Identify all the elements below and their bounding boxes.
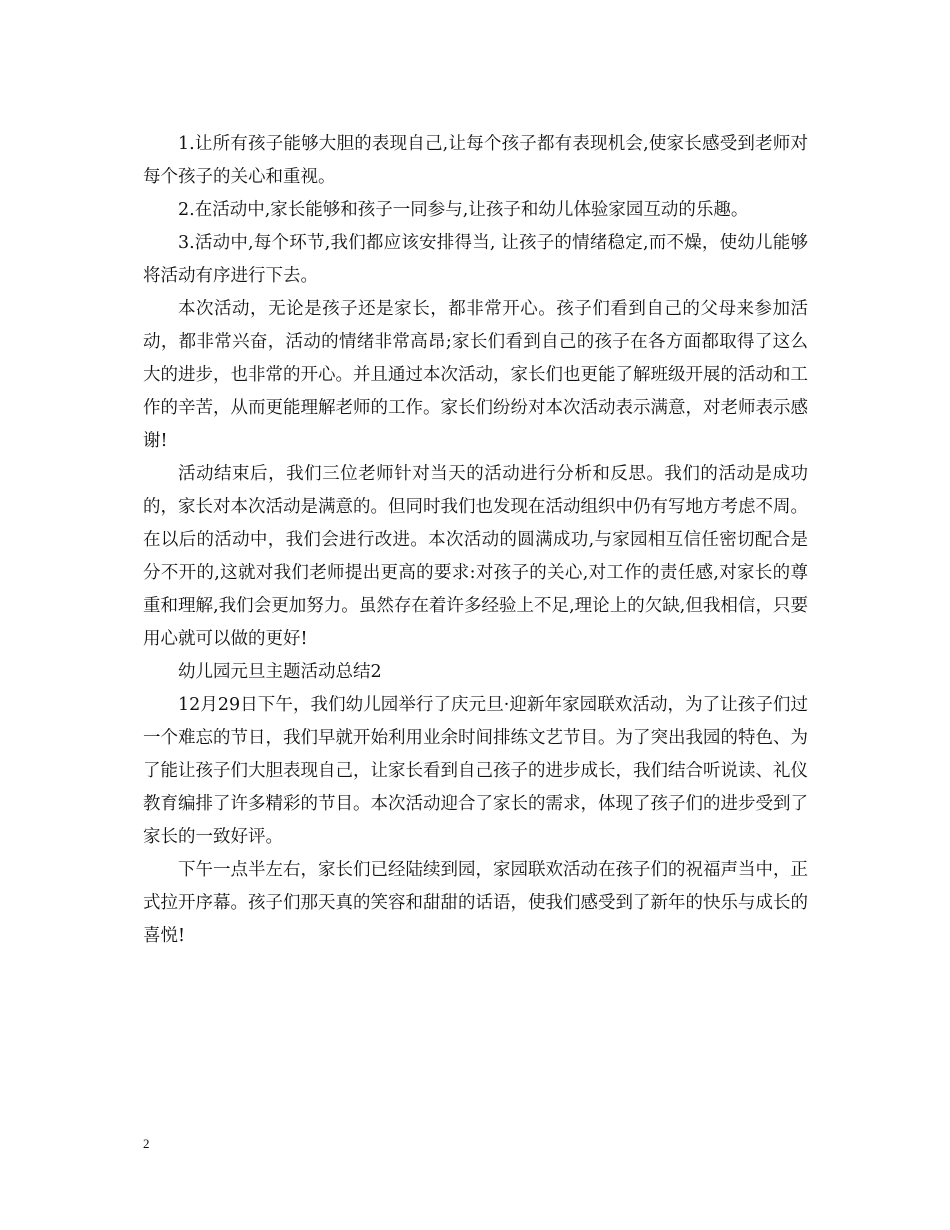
- paragraph-activity-feedback: 本次活动，无论是孩子还是家长，都非常开心。孩子们看到自己的父母来参加活动，都非常兴奋，活动的情绪非常高昂;家长们看到自己的孩子在各方面都取得了这么大的进步，也非常的开心。并且通过本次活动，家长们也更能了解班级开展的活动和工作的辛苦，从而更能理解老师的工作。家长们纷纷对本次活动表示满意，对老师表示感谢!: [143, 299, 808, 451]
- paragraph-goal-3: 3.活动中,每个环节,我们都应该安排得当, 让孩子的情绪稳定,而不燥，使幼儿能够将活动有序进行下去。: [143, 233, 808, 286]
- paragraph-event-opening: 下午一点半左右，家长们已经陆续到园，家园联欢活动在孩子们的祝福声当中，正式拉开序幕。孩子们那天真的笑容和甜甜的话语，使我们感受到了新年的快乐与成长的喜悦!: [143, 860, 808, 946]
- paragraph-reflection: 活动结束后，我们三位老师针对当天的活动进行分析和反思。我们的活动是成功的，家长对本次活动是满意的。但同时我们也发现在活动组织中仍有写地方考虑不周。在以后的活动中，我们会进行改进。本次活动的圆满成功,与家园相互信任密切配合是分不开的,这就对我们老师提出更高的要求:对孩子的关心,对工作的责任感,对家长的尊重和理解,我们会更加努力。虽然存在着许多经验上不足,理论上的欠缺,但我相信，只要用心就可以做的更好!: [143, 464, 808, 649]
- paragraph-event-description: 12月29日下午，我们幼儿园举行了庆元旦·迎新年家园联欢活动，为了让孩子们过一个难忘的节日，我们早就开始利用业余时间排练文艺节目。为了突出我园的特色、为了能让孩子们大胆表现自己，让家长看到自己孩子的进步成长，我们结合听说读、礼仪教育编排了许多精彩的节目。本次活动迎合了家长的需求，体现了孩子们的进步受到了家长的一致好评。: [143, 695, 808, 847]
- paragraph-goal-1: 1.让所有孩子能够大胆的表现自己,让每个孩子都有表现机会,使家长感受到老师对每个孩子的关心和重视。: [143, 134, 808, 187]
- page-number: 2: [143, 1136, 150, 1151]
- section-heading: 幼儿园元旦主题活动总结2: [178, 662, 382, 682]
- document-body: [143, 128, 808, 953]
- paragraph-goal-2: 2.在活动中,家长能够和孩子一同参与,让孩子和幼儿体验家园互动的乐趣。: [178, 200, 749, 220]
